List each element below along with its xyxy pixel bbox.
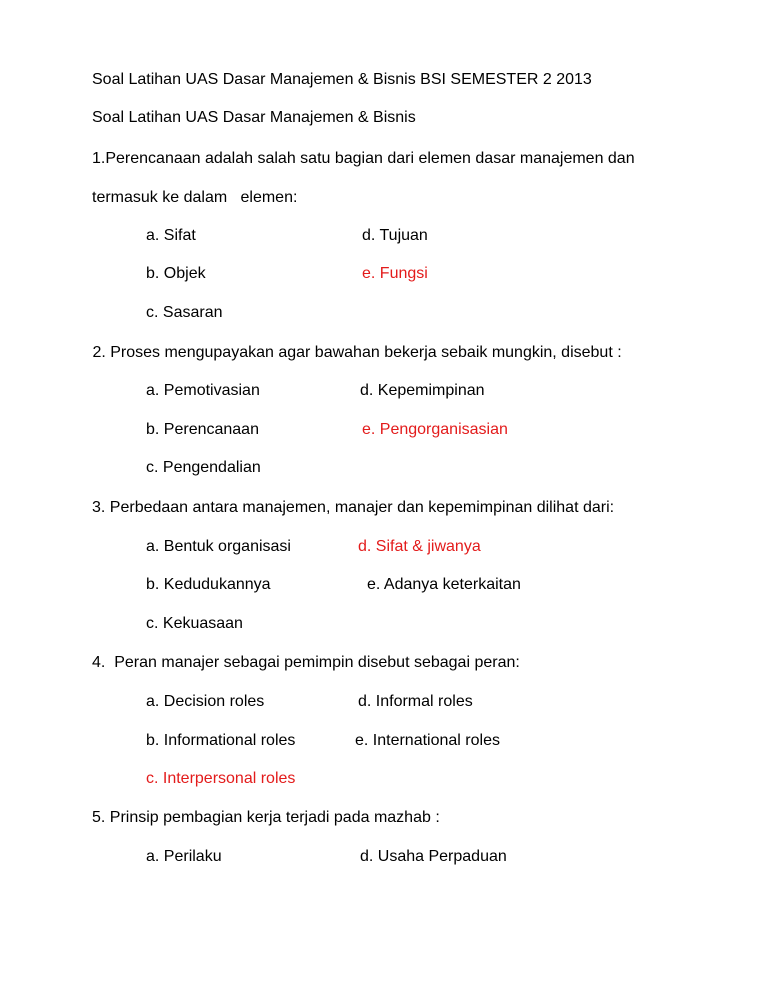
question-3-text: 3. Perbedaan antara manajemen, manajer dan kepemimpinan dilihat dari: bbox=[92, 499, 615, 516]
question-1-option-e-correct: e. Fungsi bbox=[362, 265, 428, 282]
question-1-option-a: a. Sifat bbox=[146, 227, 196, 244]
question-4-text: 4. Peran manajer sebagai pemimpin disebut sebagai peran: bbox=[92, 654, 520, 671]
question-3-option-e: e. Adanya keterkaitan bbox=[367, 576, 521, 593]
question-2-option-a: a. Pemotivasian bbox=[146, 382, 260, 399]
question-1-text-line1: 1.Perencanaan adalah salah satu bagian dari elemen dasar manajemen dan bbox=[92, 150, 635, 167]
question-5-text: 5. Prinsip pembagian kerja terjadi pada mazhab : bbox=[92, 809, 440, 826]
document-subtitle: Soal Latihan UAS Dasar Manajemen & Bisnis bbox=[92, 109, 416, 126]
question-1-text-line2: termasuk ke dalam elemen: bbox=[92, 189, 298, 206]
question-5-option-a: a. Perilaku bbox=[146, 848, 222, 865]
question-3-option-a: a. Bentuk organisasi bbox=[146, 538, 291, 555]
question-2-option-d: d. Kepemimpinan bbox=[360, 382, 485, 399]
question-4-option-d: d. Informal roles bbox=[358, 693, 473, 710]
question-3-option-c: c. Kekuasaan bbox=[146, 615, 243, 632]
question-4-option-b: b. Informational roles bbox=[146, 732, 296, 749]
question-1-option-c: c. Sasaran bbox=[146, 304, 223, 321]
question-2-text: 2. Proses mengupayakan agar bawahan bekerja sebaik mungkin, disebut : bbox=[88, 344, 622, 361]
question-2-option-b: b. Perencanaan bbox=[146, 421, 259, 438]
question-3-option-b: b. Kedudukannya bbox=[146, 576, 271, 593]
question-3-option-d-correct: d. Sifat & jiwanya bbox=[358, 538, 481, 555]
question-2-option-c: c. Pengendalian bbox=[146, 459, 261, 476]
question-1-option-b: b. Objek bbox=[146, 265, 206, 282]
question-2-option-e-correct: e. Pengorganisasian bbox=[362, 421, 508, 438]
question-4-option-c-correct: c. Interpersonal roles bbox=[146, 770, 296, 787]
question-1-option-d: d. Tujuan bbox=[362, 227, 428, 244]
question-4-option-e: e. International roles bbox=[355, 732, 500, 749]
document-title: Soal Latihan UAS Dasar Manajemen & Bisnis BSI SEMESTER 2 2013 bbox=[92, 71, 592, 88]
question-4-option-a: a. Decision roles bbox=[146, 693, 265, 710]
question-5-option-d: d. Usaha Perpaduan bbox=[360, 848, 507, 865]
